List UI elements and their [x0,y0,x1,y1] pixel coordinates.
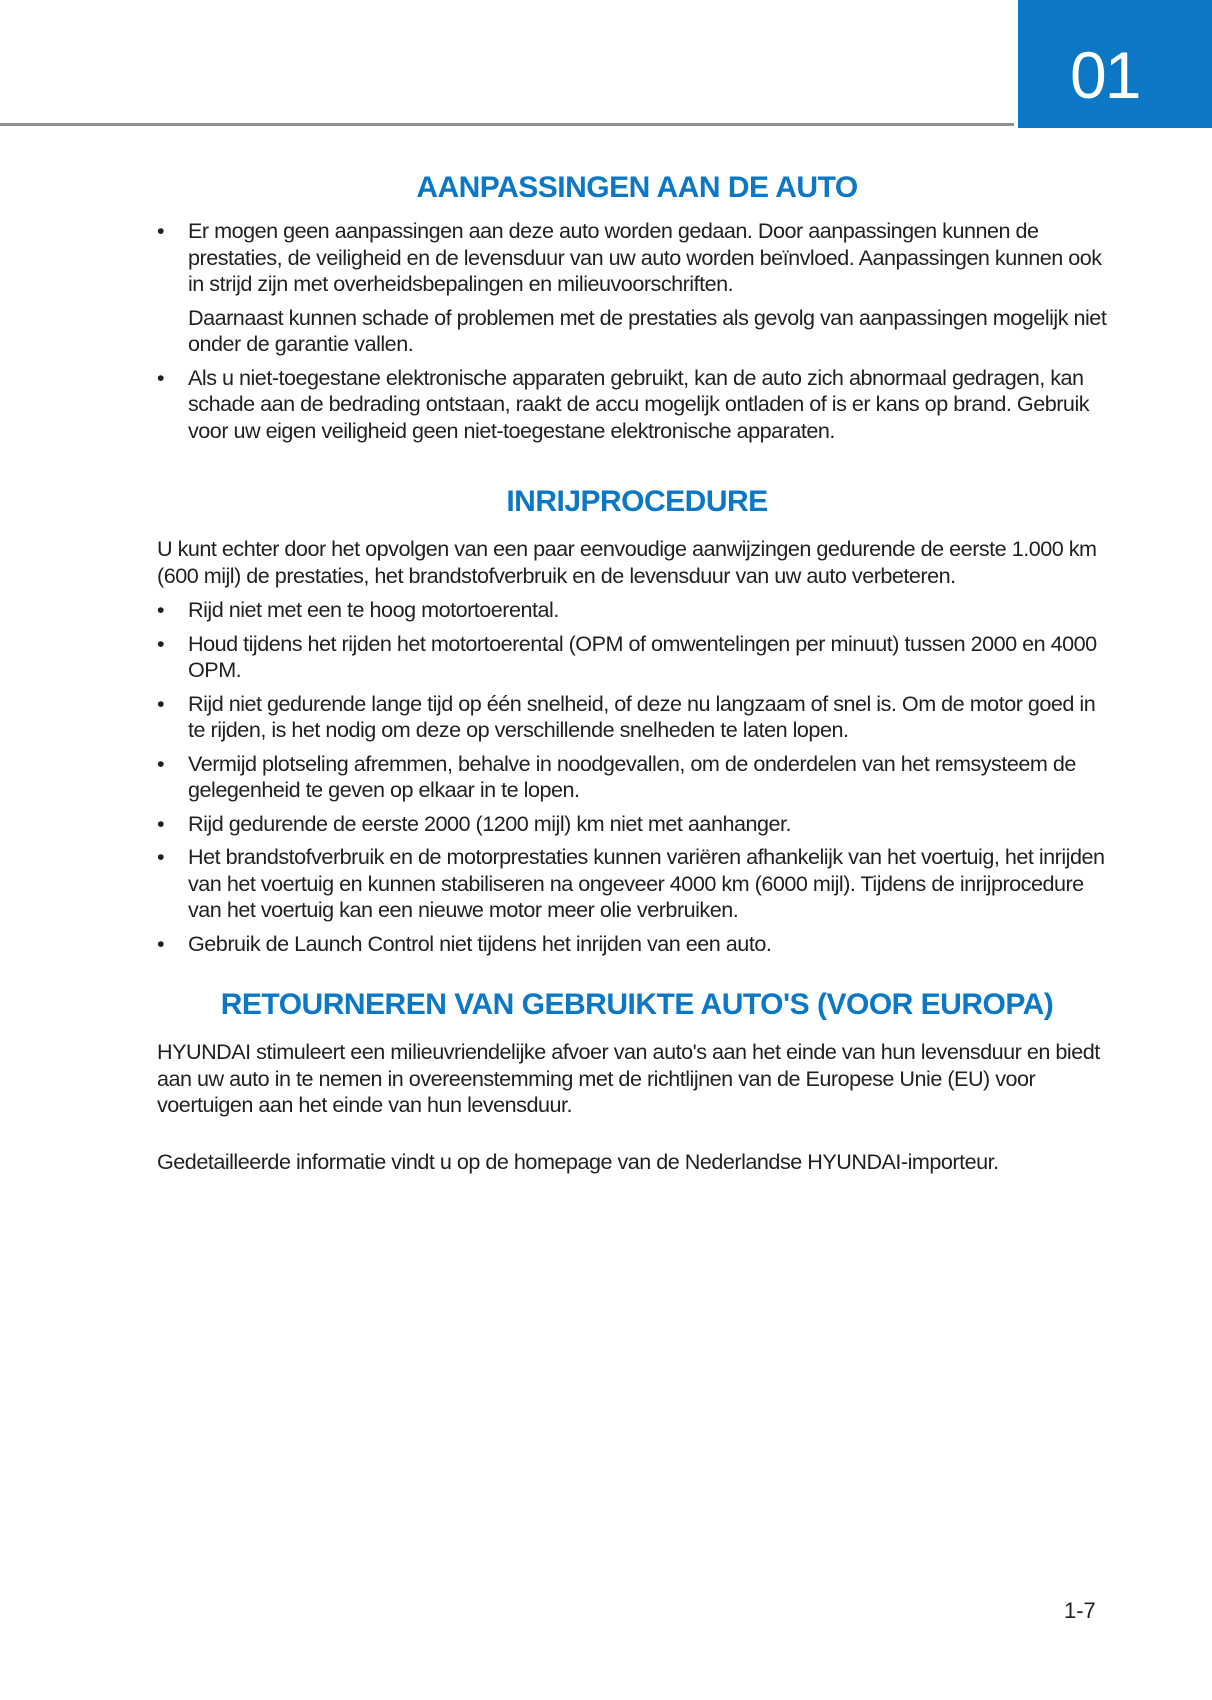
bullet-icon: • [157,690,165,716]
section-title-recycling: RETOURNEREN VAN GEBRUIKTE AUTO'S (VOOR EUROPA) [220,988,1054,1021]
list-item-text: Rijd niet met een te hoog motortoerental. [188,597,559,622]
break-in-list [157,597,1117,957]
list-item-text: Als u niet-toegestane elektronische apparaten gebruikt, kan de auto zich abnormaal gedragen, kan schade aan de bedrading ontstaan, raakt de accu mogelijk ontladen of is er kans op brand. Gebruik voor uw eigen veiligheid geen niet-toegestane elektronische apparaten. [188,364,1090,443]
bullet-icon: • [157,364,165,390]
page-content [157,168,1117,1175]
recycling-paragraph: HYUNDAI stimuleert een milieuvriendelijke afvoer van auto's aan het einde van hun levensduur en biedt aan uw auto in te nemen in overeenstemming met de richtlijnen van de Europese Unie (EU) voor voertuigen aan het einde van hun levensduur. [157,1039,1100,1117]
bullet-icon: • [157,630,165,656]
break-in-intro: U kunt echter door het opvolgen van een paar eenvoudige aanwijzingen gedurende de eerste 1.000 km (600 mijl) de prestaties, het brandstofverbruik en de levensduur van uw auto verbeteren. [157,536,1097,588]
list-item-text: Het brandstofverbruik en de motorprestaties kunnen variëren afhankelijk van het voertuig, het inrijden van het voertuig en kunnen stabiliseren na ongeveer 4000 km (6000 mijl). Tijdens de inrijprocedure van het voertuig kan een nieuwe motor meer olie verbruiken. [188,844,1105,922]
chapter-tab [1018,0,1212,128]
header-rule [0,123,1014,126]
recycling-paragraph: Gedetailleerde informatie vindt u op de homepage van de Nederlandse HYUNDAI-importeur. [157,1148,999,1174]
page-number: 1-7 [1064,1598,1096,1623]
bullet-icon: • [157,750,165,776]
list-item [157,597,1117,624]
list-item [157,844,1117,924]
list-item-text: Daarnaast kunnen schade of problemen met de prestaties als gevolg van aanpassingen mogelijk niet onder de garantie vallen. [188,304,1107,356]
list-item [157,365,1117,445]
list-item-text: Er mogen geen aanpassingen aan deze auto worden gedaan. Door aanpassingen kunnen de prestaties, de veiligheid en de levensduur van uw auto worden beïnvloed. Aanpassingen kunnen ook in strijd zijn met overheidsbepalingen en milieuvoorschriften. [188,218,1102,296]
list-item-text: Vermijd plotseling afremmen, behalve in noodgevallen, om de onderdelen van het remsysteem de gelegenheid te geven op elkaar in te lopen. [188,750,1076,802]
list-item [157,751,1117,804]
list-item [157,218,1117,358]
bullet-icon: • [157,597,165,622]
list-item-text: Gebruik de Launch Control niet tijdens het inrijden van een auto. [188,930,772,956]
bullet-icon: • [157,844,165,869]
bullet-icon: • [157,218,165,243]
list-item [157,631,1117,684]
chapter-number: 01 [1070,38,1140,112]
list-item-text: Rijd gedurende de eerste 2000 (1200 mijl) km niet met aanhanger. [188,810,792,836]
section-title-modifications: AANPASSINGEN AAN DE AUTO [416,171,858,204]
list-item-text: Houd tijdens het rijden het motortoerental (OPM of omwentelingen per minuut) tussen 2000 en 4000 OPM. [188,630,1097,682]
list-item [157,931,1117,958]
section-title-break-in: INRIJPROCEDURE [506,485,768,518]
list-item-text: Rijd niet gedurende lange tijd op één snelheid, of deze nu langzaam of snel is. Om de motor goed in te rijden, is het nodig om deze op verschillende snelheden te laten lopen. [188,690,1096,742]
list-item [157,691,1117,744]
modifications-list [157,218,1117,444]
bullet-icon: • [157,930,165,956]
bullet-icon: • [157,810,165,836]
list-item [157,811,1117,838]
